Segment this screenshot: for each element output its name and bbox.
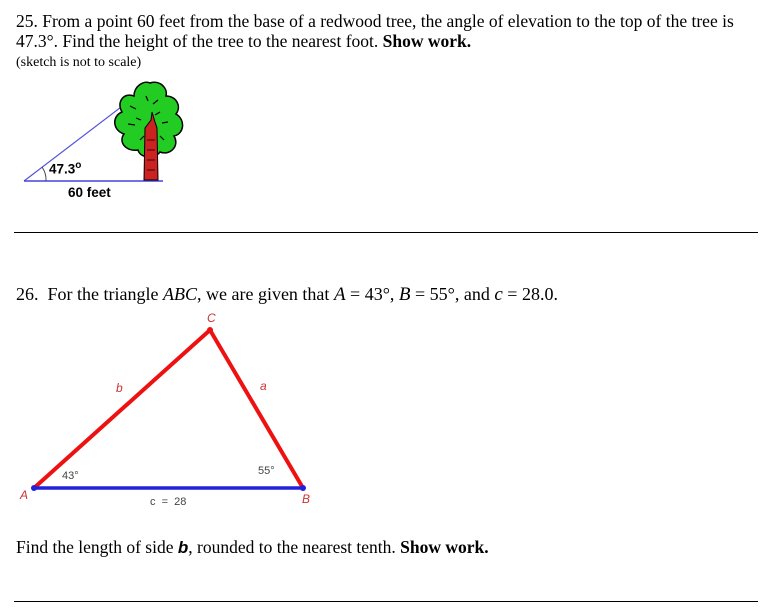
angle-a-label: 43° bbox=[62, 470, 79, 482]
vertex-b-label: B bbox=[302, 492, 311, 506]
question-26-text: 26. For the triangle ABC, we are given that A = 43°, B = 55°, and c = 28.0. bbox=[16, 284, 558, 305]
side-b-emphasis: b bbox=[177, 538, 189, 557]
question-25-body: 25. From a point 60 feet from the base of a redwood tree, the angle of elevation to the top of the tree is 47.3°. Find the height of the tree to the nearest foot. bbox=[16, 11, 734, 51]
side-b-label: b bbox=[116, 381, 123, 395]
vertex-a-label: A bbox=[20, 488, 29, 502]
vertex-c-point bbox=[207, 327, 213, 333]
tree-sketch bbox=[0, 70, 240, 210]
tree-icon bbox=[115, 82, 183, 180]
angle-b-label: 55° bbox=[258, 465, 275, 477]
side-b-line bbox=[34, 330, 210, 488]
triangle-figure bbox=[0, 310, 340, 520]
vertex-c-label: C bbox=[207, 311, 216, 325]
vertex-a-point bbox=[31, 485, 37, 491]
sketch-note: (sketch is not to scale) bbox=[16, 55, 142, 70]
side-a-label: a bbox=[260, 379, 267, 393]
answer-line-25 bbox=[14, 232, 758, 233]
angle-arc bbox=[42, 167, 46, 181]
answer-line-26 bbox=[14, 601, 758, 602]
question-25-text bbox=[16, 11, 761, 51]
vertex-b-point bbox=[300, 485, 306, 491]
side-a-line bbox=[210, 330, 303, 488]
base-length-label: 60 feet bbox=[68, 185, 111, 200]
show-work-label-2: Show work. bbox=[400, 537, 489, 557]
show-work-label: Show work. bbox=[382, 31, 472, 51]
side-c-label: c = 28 bbox=[150, 496, 187, 508]
angle-label: 47.3$^o$ bbox=[49, 160, 82, 177]
find-instruction: Find the length of side b, rounded to the nearest tenth. Show work. bbox=[16, 537, 489, 557]
